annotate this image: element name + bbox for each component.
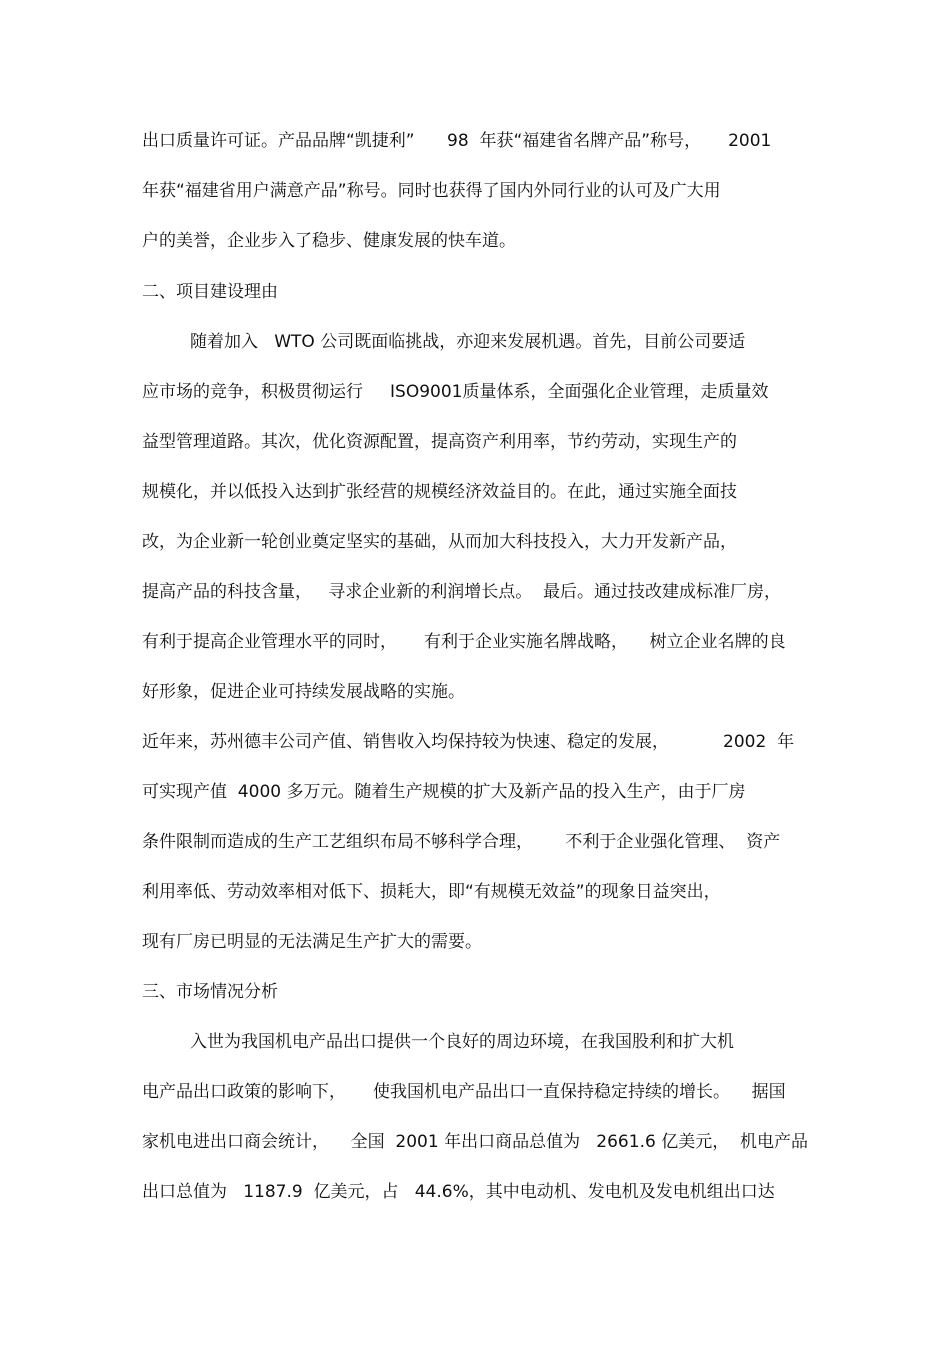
section-heading: 二、项目建设理由: [142, 282, 278, 302]
text-line: 近年来，苏州德丰公司产值、销售收入均保持较为快速、稳定的发展， 2002 年: [142, 732, 795, 752]
text-line: 有利于提高企业管理水平的同时， 有利于企业实施名牌战略， 树立企业名牌的良: [142, 632, 786, 652]
text-line: 出口总值为 1187.9 亿美元，占 44.6%，其中电动机、发电机及发电机组出口达: [142, 1182, 775, 1202]
text-line: 现有厂房已明显的无法满足生产扩大的需要。: [142, 932, 482, 952]
text-line: 提高产品的科技含量， 寻求企业新的利润增长点。 最后。通过技改建成标准厂房，: [142, 582, 782, 602]
text-line: 利用率低、劳动效率相对低下、损耗大，即“有规模无效益”的现象日益突出，: [142, 882, 721, 902]
text-line: 年获“福建省用户满意产品”称号。同时也获得了国内外同行业的认可及广大用: [142, 181, 721, 201]
text-line: 户的美誉，企业步入了稳步、健康发展的快车道。: [142, 231, 516, 251]
text-line: 可实现产值 4000 多万元。随着生产规模的扩大及新产品的投入生产，由于厂房: [142, 782, 746, 802]
text-line: 应市场的竞争，积极贯彻运行 ISO9001质量体系，全面强化企业管理，走质量效: [142, 382, 769, 402]
text-line: 家机电进出口商会统计， 全国 2001 年出口商品总值为 2661.6 亿美元， 机电产品: [142, 1132, 808, 1152]
text-line: 随着加入 WTO 公司既面临挑战，亦迎来发展机遇。首先，目前公司要适: [190, 332, 746, 352]
text-line: 益型管理道路。其次，优化资源配置，提高资产利用率，节约劳动，实现生产的: [142, 432, 737, 452]
section-heading: 三、市场情况分析: [142, 982, 278, 1002]
text-line: 电产品出口政策的影响下， 使我国机电产品出口一直保持稳定持续的增长。 据国: [142, 1082, 786, 1102]
text-line: 好形象，促进企业可持续发展战略的实施。: [142, 682, 465, 702]
text-line: 入世为我国机电产品出口提供一个良好的周边环境，在我国股利和扩大机: [190, 1032, 734, 1052]
text-line: 改，为企业新一轮创业奠定坚实的基础，从而加大科技投入，大力开发新产品，: [142, 532, 737, 552]
text-line: 规模化，并以低投入达到扩张经营的规模经济效益目的。在此，通过实施全面技: [142, 482, 737, 502]
text-line: 出口质量许可证。产品品牌“凯捷利” 98 年获“福建省名牌产品”称号， 2001: [142, 131, 772, 151]
text-line: 条件限制而造成的生产工艺组织布局不够科学合理， 不利于企业强化管理、 资产: [142, 832, 781, 852]
